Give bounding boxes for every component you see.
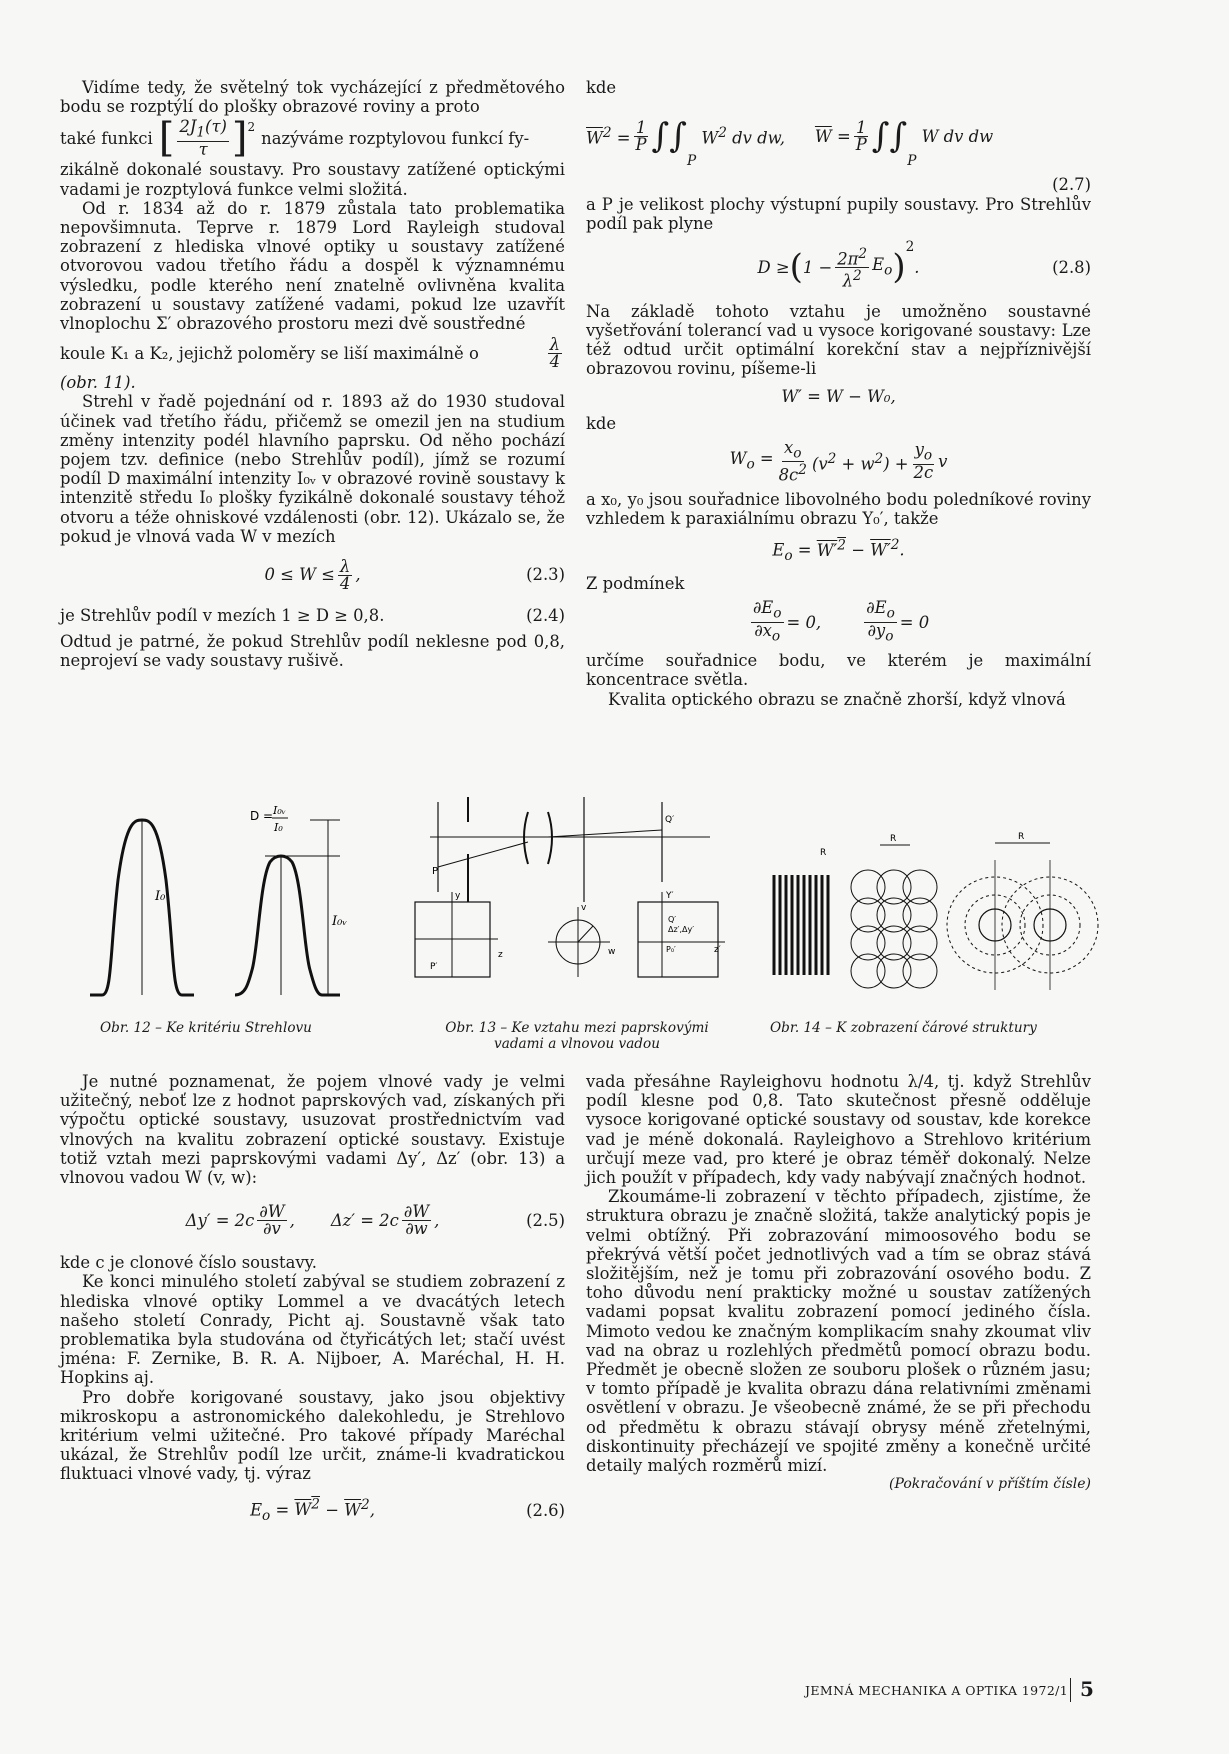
- page-number: 5: [1080, 1677, 1094, 1701]
- paragraph: Od r. 1834 až do r. 1879 zůstala tato problematika nepovšimnuta. Teprve r. 1879 Lord Rayleigh studoval zobrazení z hlediska vlnové optiky u soustavy zatížené otvorovou vadou třetího řádu a dospěl k významnému výsledku, podle kterého není znatelně ovlivněna kvalita zobrazení u soustavy zatížené vadami, pokud lze uzavřít vlnoplochu Σ′ obrazového prostoru mezi dvě soustředné: [60, 198, 565, 334]
- figure-12-caption: Obr. 12 – Ke kritériu Strehlovu: [100, 1020, 312, 1036]
- label-d: D =: [250, 809, 274, 823]
- equation-conditions: $\frac{\partial E_o}{\partial x_o}$ = 0, $\frac{\partial E_o}{\partial y_o}$ = 0: [752, 598, 930, 645]
- journal-footer: JEMNÁ MECHANIKA A OPTIKA 1972/1: [805, 1683, 1069, 1698]
- continuation-note: (Pokračování v příštím čísle): [889, 1476, 1091, 1493]
- equation-2-5: Δy′ = 2c $\frac{\partial W}{\partial v}$ , Δz′ = 2c $\frac{\partial W}{\partial w}$ , (2.5): [185, 1201, 565, 1238]
- svg-text:z′: z′: [714, 945, 721, 955]
- text-kde: kde: [586, 78, 617, 97]
- svg-text:y: y: [455, 891, 461, 901]
- figure-12-strehl-curves: [60, 800, 390, 1010]
- equation-2-3: 0 ≤ W ≤ $\frac{\lambda}{4}$ , (2.3): [264, 556, 565, 593]
- footer-divider: [1070, 1678, 1071, 1702]
- right-top-column: [586, 78, 1091, 709]
- paragraph: Odtud je patrné, že pokud Strehlův podíl neklesne pod 0,8, neprojeví se vady soustavy rušivě.: [60, 632, 565, 671]
- paragraph: Zkoumáme-li zobrazení v těchto případech, zjistíme, že struktura obrazu je značně složitá, takže analytický popis je velmi obtížný. Při zobrazování mimoosového bodu se překrývá větší počet jednotlivých vad a tím se obraz stává složitějším, než je tomu při zobrazování osového bodu. Z toho důvodu není prakticky možné u soustav zatížených vadami popsat kvalitu zobrazení pomocí jediného čísla. Mimoto vedou ke značným komplikacím snahy zkoumat vliv vad na obraz u rozlehlých předmětů pomocí obrazu bodu. Předmět je obecně složen ze souboru plošek o různém jasu; v tomto případě je kvalita obrazu dána relativními změnami osvětlení v obrazu. Je všeobecně známé, že se při přechodu od předmětu k obrazu stávají obrysy méně zřetelnými, diskontinuity přecházejí ve spojité změny a konečně určité detaily malých rozměrů mizí.: [586, 1187, 1091, 1476]
- equation-2-8: D ≥ ( 1 − $\frac{2\pi^2}{\lambda^2}$ $E_o$ ) 2 . (2.8): [757, 238, 1091, 291]
- text-kde: kde: [586, 414, 617, 434]
- paragraph: zikálně dokonalé soustavy. Pro soustavy zatížené optickými vadami je rozptylová funkce velmi složitá.: [60, 160, 565, 199]
- equation-number: (2.7): [1052, 175, 1091, 195]
- paragraph: Pro dobře korigované soustavy, jako jsou objektivy mikroskopu a astronomického dalekohledu, je Strehlovo kritérium velmi užitečné. Pro takové případy Maréchal ukázal, že Strehlův podíl lze určit, známe-li kvadratickou fluktuaci vlnové vady, tj. výraz: [60, 1387, 565, 1484]
- label-iov: I₀ᵥ: [332, 914, 348, 929]
- svg-text:P: P: [432, 866, 439, 877]
- figure-14-caption: Obr. 14 – K zobrazení čárové struktury: [770, 1020, 1037, 1036]
- equation-w-prime: W′ = W − W₀,: [781, 386, 896, 406]
- left-top-column: [60, 78, 565, 670]
- formula-line: také funkci [ $\frac{2J_1(\tau)}{\tau}$ ] $^2$ nazýváme rozptylovou funkcí fy-: [60, 115, 530, 162]
- paragraph: Vidíme tedy, že světelný tok vycházející z předmětového bodu se rozptýlí do plošky obrazové roviny a proto: [60, 78, 565, 117]
- svg-text:I₀: I₀: [274, 821, 283, 834]
- svg-text:R: R: [1018, 832, 1025, 842]
- equation-w0: $W_o$ = $\frac{x_o}{8c^2}$ $(v^2 + w^2)$ + $\frac{y_o}{2c}$ v: [729, 437, 948, 485]
- left-bottom-column: [60, 1072, 565, 1538]
- paragraph: Je nutné poznamenat, že pojem vlnové vady je velmi užitečný, neboť lze z hodnot paprskových vad, získaných při výpočtu optické soustavy, usuzovat prostřednictvím vad vlnových na kvalitu zobrazení optické soustavy. Existuje totiž vztah mezi paprskovými vadami Δy′, Δz′ (obr. 13) a vlnovou vadou W (v, w):: [60, 1072, 565, 1188]
- svg-text:Q′: Q′: [665, 815, 675, 825]
- svg-text:Y′: Y′: [666, 891, 674, 901]
- paragraph: Ke konci minulého století zabýval se studiem zobrazení z hlediska vlnové optiky Lommel a ve dvacátých letech našeho století Conrady, Picht aj. Soustavně však tato problematika byla studována od čtyřicátých let; stačí uvést jména: F. Zernike, B. R. A. Nijboer, A. Maréchal, H. H. Hopkins aj.: [60, 1272, 565, 1388]
- label-io: I₀: [155, 889, 166, 904]
- svg-text:R: R: [890, 834, 897, 844]
- paragraph: vada přesáhne Rayleighovu hodnotu λ/4, tj. když Strehlův podíl klesne pod 0,8. Tato skutečnost přesně odděluje vysoce korigované optické soustavy od soustav, kde korekce vad je méně dokonalá. Rayleighovo a Strehlovo kritérium určují meze vad, pro které je obraz téměř dokonalý. Nelze jich použít v případech, kdy vady nabývají značných hodnot.: [586, 1072, 1091, 1188]
- figure-13-ray-wave-diagram: [410, 792, 730, 997]
- paragraph: a P je velikost plochy výstupní pupily soustavy. Pro Strehlův podíl pak plyne: [586, 195, 1091, 234]
- svg-text:R: R: [820, 848, 827, 858]
- equation-2-6: $E_o = W^2 - \overline{W}^2$, (2.6): [250, 1496, 565, 1524]
- formula-line: koule K₁ a K₂, jejichž poloměry se liší maximálně o $\frac{\lambda}{4}$: [60, 334, 560, 371]
- paragraph: a x₀, y₀ jsou souřadnice libovolného bodu poledníkové roviny vzhledem k paraxiálnímu obrazu Y₀′, takže: [586, 489, 1091, 528]
- right-bottom-column: [586, 1072, 1091, 1494]
- bracket-expression: [ $\frac{2J_1(\tau)}{\tau}$ ] $^2$: [158, 115, 256, 162]
- svg-text:z: z: [498, 950, 503, 960]
- paragraph: kde c je clonové číslo soustavy.: [60, 1253, 317, 1273]
- equation-e0: $E_o = W'^2 - W'^2$.: [772, 537, 905, 564]
- paragraph: Kvalita optického obrazu se značně zhorší, když vlnová: [608, 689, 1066, 709]
- paragraph: určíme souřadnice bodu, ve kterém je maximální koncentrace světla.: [586, 651, 1091, 690]
- svg-text:I₀ᵥ: I₀ᵥ: [273, 804, 286, 817]
- paragraph: Na základě tohoto vztahu je umožněno soustavné vyšetřování tolerancí vad u vysoce korigované soustavy: Lze též odtud určit optimální korekční stav a nejpříznivější obrazovou rovinu, píšeme-li: [586, 301, 1091, 379]
- paragraph: Strehl v řadě pojednání od r. 1893 až do 1930 studoval účinek vad třetího řádu, přičemž se omezil jen na studium změny intenzity podél hlavního paprsku. Od něho pochází pojem tzv. definice (nebo Strehlův podíl), jímž se rozumí podíl D maximální intenzity I₀ᵥ v obrazové rovině soustavy k intenzitě středu I₀ plošky fyzikálně dokonalé soustavy téhož otvoru a téže ohniskové vzdálenosti (obr. 12). Ukázalo se, že pokud je vlnová vada W v mezích: [60, 392, 565, 546]
- svg-text:v: v: [581, 903, 587, 913]
- figure-14-line-structure: [760, 825, 1105, 995]
- equation-2-4: je Strehlův podíl v mezích 1 ≥ D ≥ 0,8. (2.4): [60, 606, 565, 626]
- svg-text:Δz′,Δy′: Δz′,Δy′: [668, 925, 695, 934]
- svg-text:P′: P′: [430, 962, 438, 972]
- svg-text:Q′: Q′: [668, 915, 677, 924]
- svg-text:w: w: [608, 947, 616, 957]
- figure-13-caption: Obr. 13 – Ke vztahu mezi paprskovými vadami a vlnovou vadou: [445, 1020, 709, 1052]
- svg-text:P₀′: P₀′: [666, 945, 676, 954]
- figure-reference: (obr. 11).: [60, 373, 136, 393]
- equation-2-7: $\overline{W}^2$ = $\frac{1}{P}$ ∫∫ P $W^2$ dv dw, $\overline{W}$ = $\frac{1}{P}$ ∫∫ P W dv dw: [586, 115, 994, 169]
- text-z-podminek: Z podmínek: [586, 574, 685, 594]
